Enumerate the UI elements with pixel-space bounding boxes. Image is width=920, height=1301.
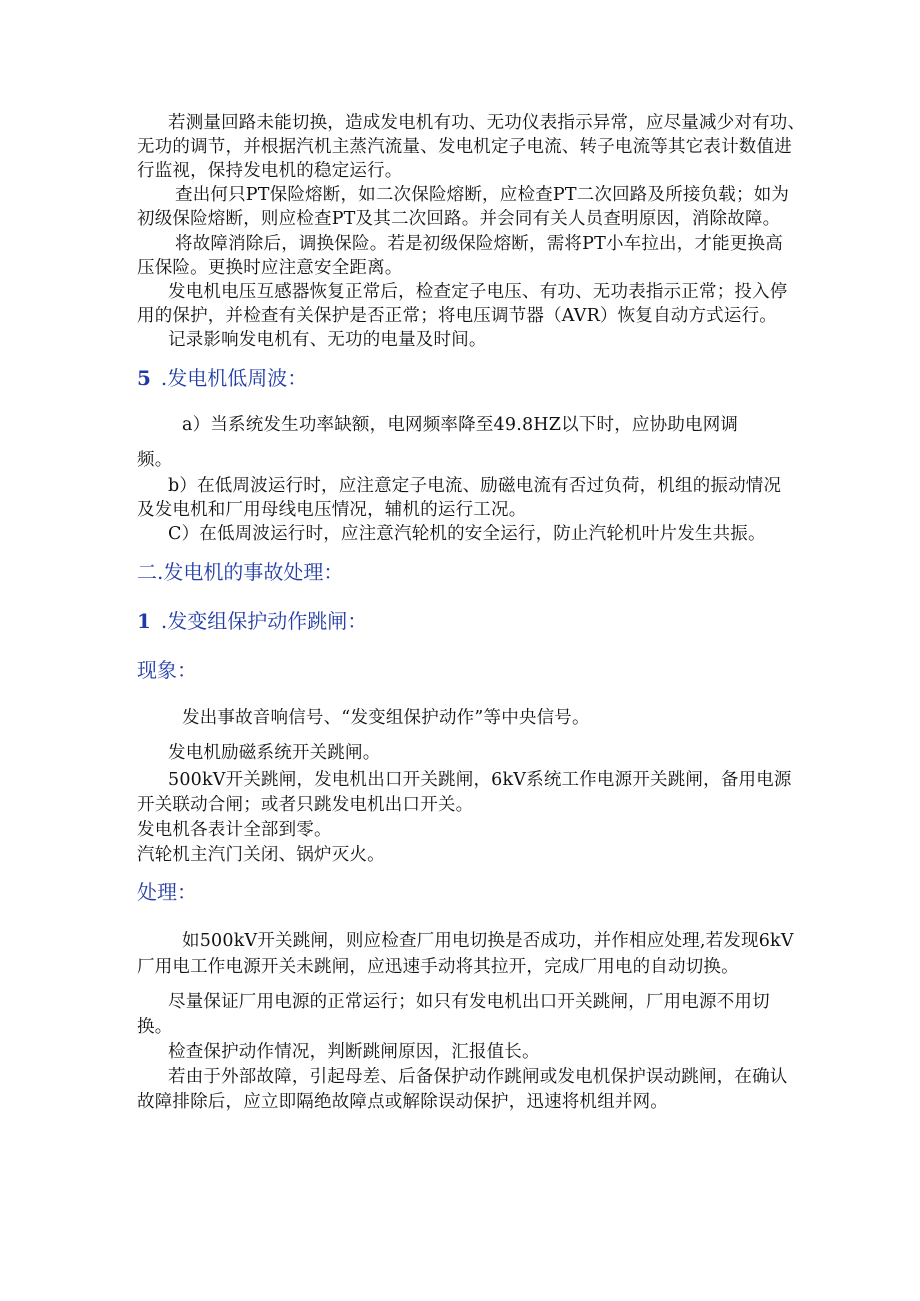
paragraph-4-line-2: 用的保护，并检查有关保护是否正常；将电压调节器（AVR）恢复自动方式运行。 bbox=[137, 306, 777, 326]
low-freq-b-line-2: 及发电机和厂用母线电压情况，辅机的运行工况。 bbox=[137, 500, 527, 520]
phenomenon-line-1: 发出事故音响信号、“发变组保护动作”等中央信号。 bbox=[182, 708, 590, 728]
low-freq-b-line-1: b）在低周波运行时，应注意定子电流、励磁电流有否过负荷，机组的振动情况 bbox=[168, 476, 782, 496]
phenomenon-line-2: 发电机励磁系统开关跳闸。 bbox=[168, 743, 381, 763]
heading-number: 5 bbox=[137, 366, 151, 390]
paragraph-1-line-1: 若测量回路未能切换，造成发电机有功、无功仪表指示异常，应尽量减少对有功、 bbox=[168, 113, 806, 133]
paragraph-2-line-1: 查出何只PT保险熔断，如二次保险熔断，应检查PT二次回路及所接负载；如为 bbox=[175, 185, 790, 205]
heading-number: 1 bbox=[137, 609, 151, 633]
paragraph-4-line-1: 发电机电压互感器恢复正常后，检查定子电压、有功、无功表指示正常；投入停 bbox=[168, 282, 788, 302]
phenomenon-heading: 现象： bbox=[137, 658, 197, 682]
phenomenon-line-6: 汽轮机主汽门关闭、锅炉灭火。 bbox=[137, 845, 385, 865]
paragraph-3-line-2: 压保险。更换时应注意安全距离。 bbox=[137, 258, 403, 278]
handling-line-5: 检查保护动作情况，判断跳闸原因，汇报值长。 bbox=[168, 1042, 540, 1062]
paragraph-1-line-3: 行监视，保持发电机的稳定运行。 bbox=[137, 161, 403, 181]
phenomenon-line-3: 500kV开关跳闸，发电机出口开关跳闸，6kV系统工作电源开关跳闸，备用电源 bbox=[168, 770, 792, 790]
phenomenon-line-4: 开关联动合闸；或者只跳发电机出口开关。 bbox=[137, 795, 474, 815]
low-freq-a-line-2: 频。 bbox=[137, 450, 173, 470]
phenomenon-line-5: 发电机各表计全部到零。 bbox=[137, 820, 332, 840]
handling-line-6: 若由于外部故障，引起母差、后备保护动作跳闸或发电机保护误动跳闸，在确认 bbox=[168, 1067, 788, 1087]
handling-line-7: 故障排除后，应立即隔绝故障点或解除误动保护，迅速将机组并网。 bbox=[137, 1092, 668, 1112]
section-heading-5 bbox=[137, 364, 307, 392]
paragraph-2-line-2: 初级保险熔断，则应检查PT及其二次回路。并会同有关人员查明原因，消除故障。 bbox=[137, 209, 781, 229]
heading-text: .发电机低周波： bbox=[160, 366, 308, 390]
handling-line-4: 换。 bbox=[137, 1017, 173, 1037]
handling-line-3: 尽量保证厂用电源的正常运行；如只有发电机出口开关跳闸，厂用电源不用切 bbox=[168, 992, 770, 1012]
heading-text: .发变组保护动作跳闸： bbox=[160, 609, 368, 633]
paragraph-3-line-1: 将故障消除后，调换保险。若是初级保险熔断，需将PT小车拉出，才能更换高 bbox=[175, 234, 783, 254]
low-freq-a-line-1: a）当系统发生功率缺额，电网频率降至49.8HZ以下时，应协助电网调 bbox=[182, 415, 739, 435]
section-2-heading: 二.发电机的事故处理： bbox=[137, 560, 344, 584]
handling-line-2: 厂用电工作电源开关未跳闸，应迅速手动将其拉开，完成厂用电的自动切换。 bbox=[137, 957, 739, 977]
paragraph-5-line-1: 记录影响发电机有、无功的电量及时间。 bbox=[168, 330, 487, 350]
section-heading-1 bbox=[137, 607, 367, 635]
paragraph-1-line-2: 无功的调节，并根据汽机主蒸汽流量、发电机定子电流、转子电流等其它表计数值进 bbox=[137, 137, 792, 157]
low-freq-c-line-1: C）在低周波运行时，应注意汽轮机的安全运行，防止汽轮机叶片发生共振。 bbox=[168, 524, 766, 544]
handling-heading: 处理： bbox=[137, 880, 197, 904]
handling-line-1: 如500kV开关跳闸，则应检查厂用电切换是否成功，并作相应处理,若发现6kV bbox=[182, 931, 794, 951]
